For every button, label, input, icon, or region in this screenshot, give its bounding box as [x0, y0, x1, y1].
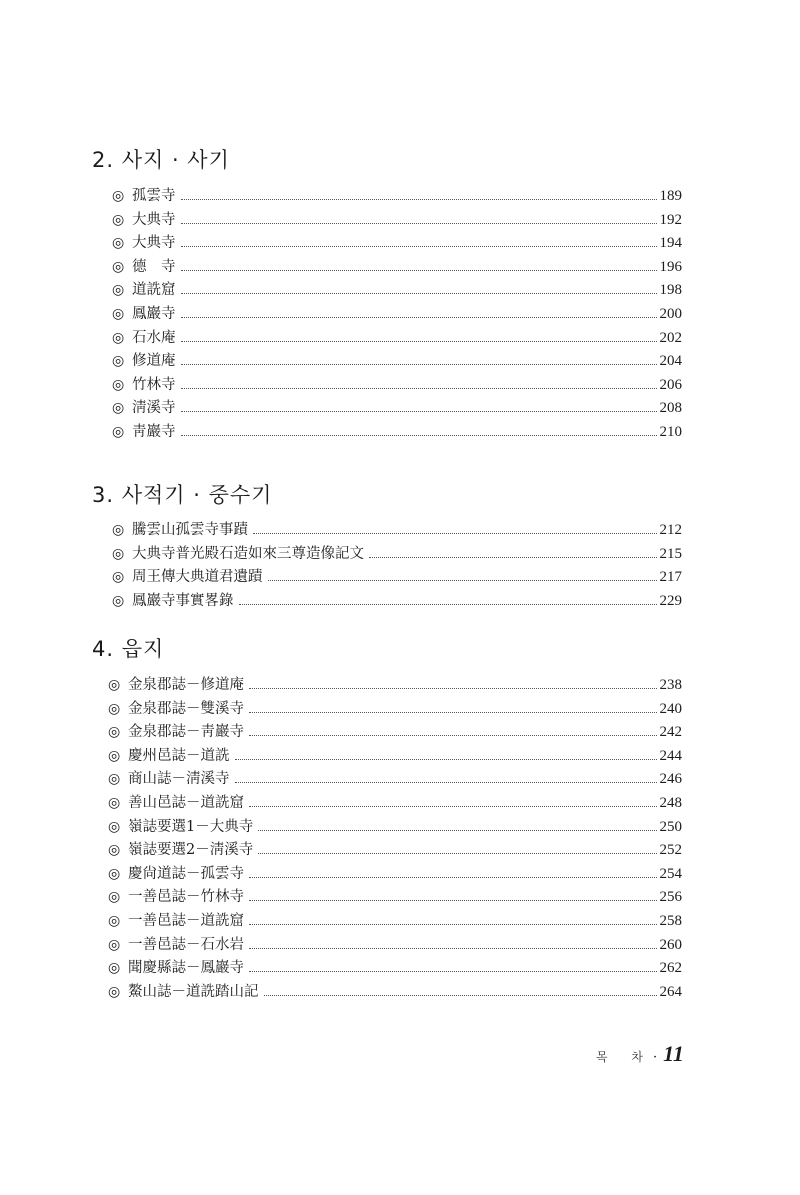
leader-dots — [235, 781, 657, 783]
toc-entry — [112, 349, 682, 373]
toc-entry-label: 道詵窟 — [132, 282, 176, 299]
toc-entry-page: 242 — [659, 724, 682, 741]
leader-dots — [181, 340, 657, 342]
leader-dots — [249, 947, 657, 949]
toc-entry — [112, 518, 682, 542]
leader-dots — [181, 269, 657, 271]
toc-entry — [108, 815, 682, 839]
page-number: 11 — [663, 1041, 684, 1066]
toc-entry-label: 金泉郡誌－修道庵 — [128, 677, 244, 693]
bullet-icon: ◎ — [112, 305, 125, 322]
toc-entry — [112, 255, 682, 279]
toc-entry-label: 鳳巖寺事實畧錄 — [132, 592, 234, 609]
toc-entry — [108, 933, 682, 957]
toc-entry-page: 202 — [659, 329, 682, 346]
toc-entry-page: 244 — [659, 747, 682, 764]
bullet-icon: ◎ — [112, 188, 125, 204]
toc-entry-page: 208 — [659, 400, 682, 417]
toc-entry-label: 淸溪寺 — [132, 400, 176, 417]
bullet-icon: ◎ — [108, 936, 121, 953]
toc-entry-page: 250 — [659, 818, 682, 835]
toc-entry — [112, 589, 682, 613]
toc-entry-label: 鰲山誌－道詵踏山記 — [128, 983, 259, 1000]
toc-entry-page: 262 — [659, 960, 682, 977]
toc-entry — [112, 184, 682, 208]
bullet-icon: ◎ — [108, 818, 121, 835]
toc-entry-page: 198 — [659, 282, 682, 299]
footer-separator: · — [653, 1050, 658, 1065]
toc-entry-label: 石水庵 — [132, 329, 176, 346]
bullet-icon: ◎ — [108, 747, 121, 764]
toc-entry-label: 慶州邑誌－道詵 — [128, 747, 230, 764]
toc-entry — [108, 885, 682, 909]
leader-dots — [369, 556, 657, 558]
toc-entry-label: 孤雲寺 — [132, 188, 176, 204]
toc-entry-label: 一善邑誌－竹林寺 — [128, 889, 244, 906]
bullet-icon: ◎ — [112, 211, 125, 228]
bullet-icon: ◎ — [112, 569, 125, 586]
toc-entry-label: 金泉郡誌－雙溪寺 — [128, 700, 244, 717]
bullet-icon: ◎ — [108, 771, 121, 788]
toc-list-gazetteers — [108, 673, 682, 1003]
toc-list-temples — [112, 184, 682, 444]
footer-label: 목 차 — [596, 1050, 653, 1064]
leader-dots — [249, 687, 657, 689]
toc-entry — [108, 720, 682, 744]
bullet-icon: ◎ — [108, 842, 121, 859]
section-title: 4. 읍지 — [92, 637, 165, 661]
toc-list-records — [112, 518, 682, 612]
bullet-icon: ◎ — [112, 258, 125, 275]
toc-entry — [112, 420, 682, 444]
leader-dots — [249, 876, 657, 878]
toc-entry-page: 196 — [659, 258, 682, 275]
bullet-icon: ◎ — [112, 353, 125, 370]
bullet-icon: ◎ — [108, 677, 121, 693]
toc-entry — [108, 862, 682, 886]
toc-entry-label: 商山誌－淸溪寺 — [128, 771, 230, 788]
leader-dots — [249, 711, 657, 713]
leader-dots — [181, 387, 657, 389]
bullet-icon: ◎ — [108, 960, 121, 977]
toc-entry-label: 嶺誌要選2－淸溪寺 — [128, 842, 254, 859]
section-title: 3. 사적기 · 중수기 — [92, 483, 273, 507]
bullet-icon: ◎ — [108, 724, 121, 741]
leader-dots — [258, 852, 656, 854]
toc-entry-page: 240 — [659, 700, 682, 717]
leader-dots — [235, 758, 657, 760]
leader-dots — [181, 363, 657, 365]
toc-entry — [112, 396, 682, 420]
toc-entry-label: 善山邑誌－道詵窟 — [128, 794, 244, 811]
bullet-icon: ◎ — [108, 889, 121, 906]
toc-entry-page: 254 — [659, 865, 682, 882]
toc-entry-page: 258 — [659, 912, 682, 929]
bullet-icon: ◎ — [112, 329, 125, 346]
bullet-icon: ◎ — [112, 400, 125, 417]
leader-dots — [181, 198, 657, 200]
leader-dots — [249, 805, 657, 807]
leader-dots — [181, 222, 657, 224]
toc-entry — [108, 980, 682, 1004]
leader-dots — [264, 994, 657, 996]
bullet-icon: ◎ — [108, 794, 121, 811]
leader-dots — [181, 292, 657, 294]
toc-entry — [108, 838, 682, 862]
leader-dots — [253, 532, 657, 534]
bullet-icon: ◎ — [108, 700, 121, 717]
toc-entry-label: 一善邑誌－道詵窟 — [128, 912, 244, 929]
toc-entry-page: 194 — [659, 235, 682, 252]
leader-dots — [181, 410, 657, 412]
bullet-icon: ◎ — [112, 282, 125, 299]
toc-entry-page: 212 — [659, 522, 682, 538]
bullet-icon: ◎ — [108, 865, 121, 882]
bullet-icon: ◎ — [112, 235, 125, 252]
toc-entry-page: 189 — [659, 188, 682, 204]
toc-entry — [108, 909, 682, 933]
toc-entry-page: 215 — [659, 545, 682, 562]
toc-entry-page: 204 — [659, 353, 682, 370]
toc-entry-label: 大典寺 — [132, 235, 176, 252]
leader-dots — [181, 316, 657, 318]
toc-entry-page: 252 — [659, 842, 682, 859]
toc-entry-label: 德 寺 — [132, 258, 176, 275]
toc-entry-page: 260 — [659, 936, 682, 953]
toc-entry-page: 200 — [659, 305, 682, 322]
toc-entry-label: 騰雲山孤雲寺事蹟 — [132, 522, 248, 538]
leader-dots — [249, 923, 657, 925]
toc-entry-page: 229 — [659, 592, 682, 609]
toc-entry-label: 金泉郡誌－靑巖寺 — [128, 724, 244, 741]
toc-entry-page: 238 — [659, 677, 682, 693]
leader-dots — [249, 734, 657, 736]
toc-entry — [108, 673, 682, 697]
toc-entry-label: 慶尙道誌－孤雲寺 — [128, 865, 244, 882]
toc-entry — [108, 767, 682, 791]
toc-entry-label: 靑巖寺 — [132, 423, 176, 440]
toc-entry — [108, 744, 682, 768]
bullet-icon: ◎ — [108, 912, 121, 929]
toc-entry-label: 大典寺 — [132, 211, 176, 228]
bullet-icon: ◎ — [112, 376, 125, 393]
toc-entry-page: 206 — [659, 376, 682, 393]
toc-entry-page: 217 — [659, 569, 682, 586]
toc-entry-label: 嶺誌要選1－大典寺 — [128, 818, 254, 835]
toc-entry — [112, 208, 682, 232]
bullet-icon: ◎ — [112, 522, 125, 538]
toc-entry-page: 264 — [659, 983, 682, 1000]
toc-entry — [112, 302, 682, 326]
toc-entry-label: 大典寺普光殿石造如來三尊造像記文 — [132, 545, 364, 562]
toc-entry — [108, 791, 682, 815]
toc-entry-label: 一善邑誌－石水岩 — [128, 936, 244, 953]
toc-entry — [108, 697, 682, 721]
bullet-icon: ◎ — [112, 423, 125, 440]
toc-entry — [112, 231, 682, 255]
bullet-icon: ◎ — [108, 983, 121, 1000]
toc-entry-page: 248 — [659, 794, 682, 811]
leader-dots — [249, 899, 657, 901]
section-title: 2. 사지 · 사기 — [92, 148, 230, 172]
toc-entry-page: 246 — [659, 771, 682, 788]
toc-entry — [112, 565, 682, 589]
toc-entry — [108, 956, 682, 980]
leader-dots — [268, 579, 657, 581]
page-footer — [596, 1041, 684, 1067]
toc-entry-label: 鳳巖寺 — [132, 305, 176, 322]
toc-entry-page: 192 — [659, 211, 682, 228]
bullet-icon: ◎ — [112, 545, 125, 562]
toc-entry-label: 竹林寺 — [132, 376, 176, 393]
leader-dots — [181, 434, 657, 436]
leader-dots — [258, 829, 656, 831]
leader-dots — [239, 603, 657, 605]
leader-dots — [181, 245, 657, 247]
bullet-icon: ◎ — [112, 592, 125, 609]
toc-entry — [112, 326, 682, 350]
toc-entry — [112, 278, 682, 302]
toc-entry-page: 256 — [659, 889, 682, 906]
toc-entry — [112, 542, 682, 566]
leader-dots — [249, 970, 657, 972]
toc-entry-page: 210 — [659, 423, 682, 440]
toc-entry-label: 修道庵 — [132, 353, 176, 370]
toc-entry-label: 周王傳大典道君遺蹟 — [132, 569, 263, 586]
toc-entry — [112, 373, 682, 397]
toc-entry-label: 聞慶縣誌－鳳巖寺 — [128, 960, 244, 977]
